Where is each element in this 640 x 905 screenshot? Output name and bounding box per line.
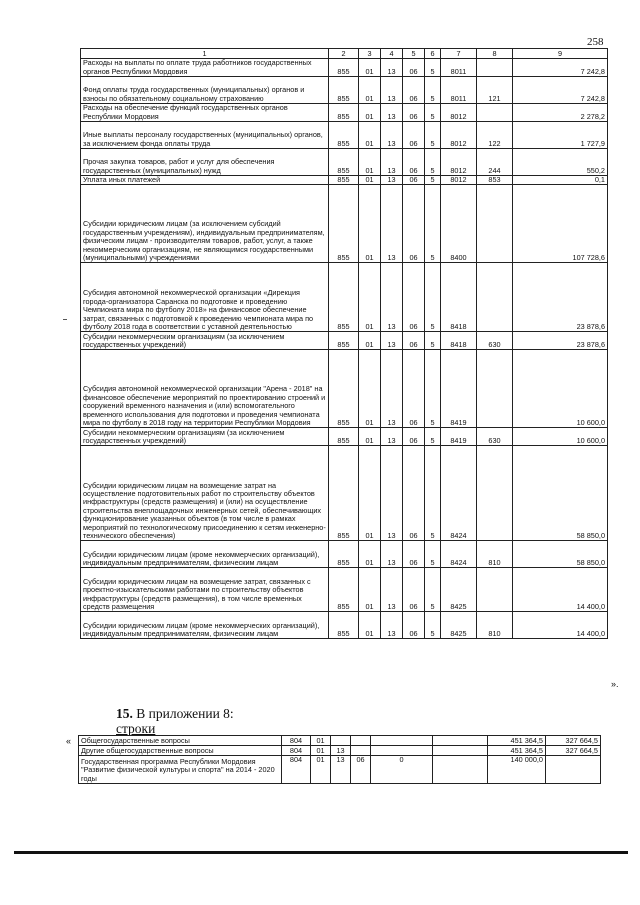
code-cell: 630 bbox=[477, 428, 513, 446]
code-cell: 5 bbox=[425, 185, 441, 263]
row-name-cell: Субсидии юридическим лицам (кроме некоммерческих организаций), индивидуальным предпринимателям, физическим лицам bbox=[81, 541, 329, 568]
code-cell: 8425 bbox=[441, 568, 477, 612]
code-cell: 06 bbox=[403, 612, 425, 639]
code-cell: 810 bbox=[477, 612, 513, 639]
code-cell: 01 bbox=[359, 59, 381, 77]
code-cell: 01 bbox=[359, 568, 381, 612]
code-cell: 8418 bbox=[441, 332, 477, 350]
code-cell: 01 bbox=[359, 332, 381, 350]
code-cell: 06 bbox=[403, 104, 425, 122]
row-name-cell: Субсидии некоммерческим организациям (за исключением государственных учреждений) bbox=[81, 428, 329, 446]
code-cell: 853 bbox=[477, 176, 513, 185]
row-name-cell: Субсидия автономной некоммерческой организации «Дирекция города-организатора Саранска по подготовке и проведению Чемпионата мира по футболу 2018» на финансовое обеспечение затрат, связанных с подготовкой к проведению чемпионата мира по футболу 2018 года в соответствии с уставной деятельностью bbox=[81, 263, 329, 332]
code-cell: 5 bbox=[425, 104, 441, 122]
amount-cell: 451 364,5 bbox=[488, 746, 546, 756]
code-cell bbox=[433, 746, 488, 756]
code-cell: 5 bbox=[425, 446, 441, 541]
page-number: 258 bbox=[587, 36, 604, 48]
code-cell: 855 bbox=[329, 568, 359, 612]
code-cell: 5 bbox=[425, 332, 441, 350]
table-row bbox=[81, 332, 608, 350]
section-number: 15. bbox=[116, 706, 133, 721]
code-cell: 06 bbox=[403, 122, 425, 149]
table-row bbox=[81, 446, 608, 541]
code-cell: 01 bbox=[359, 263, 381, 332]
row-name-cell: Субсидии юридическим лицам на возмещение затрат, связанных с проектно-изыскательскими работами по строительству объектов инфраструктуры (средств размещения), в том числе временных средств размещения bbox=[81, 568, 329, 612]
code-cell: 855 bbox=[329, 122, 359, 149]
code-cell bbox=[477, 568, 513, 612]
table-row bbox=[81, 176, 608, 185]
code-cell: 855 bbox=[329, 185, 359, 263]
column-header-3: 3 bbox=[359, 49, 381, 59]
margin-mark bbox=[63, 319, 67, 320]
amount-cell: 327 664,5 bbox=[546, 736, 601, 746]
column-header-6: 6 bbox=[425, 49, 441, 59]
table-row bbox=[81, 612, 608, 639]
code-cell: 5 bbox=[425, 428, 441, 446]
column-header-5: 5 bbox=[403, 49, 425, 59]
code-cell: 13 bbox=[381, 332, 403, 350]
budget-table bbox=[80, 48, 608, 639]
code-cell: 13 bbox=[381, 149, 403, 176]
code-cell: 8012 bbox=[441, 149, 477, 176]
appendix-8-table bbox=[78, 735, 601, 784]
column-header-2: 2 bbox=[329, 49, 359, 59]
amount-cell: 58 850,0 bbox=[513, 446, 608, 541]
code-cell: 855 bbox=[329, 612, 359, 639]
code-cell bbox=[477, 104, 513, 122]
code-cell bbox=[351, 746, 371, 756]
row-name-cell: Общегосударственные вопросы bbox=[79, 736, 282, 746]
amount-cell: 7 242,8 bbox=[513, 59, 608, 77]
code-cell: 855 bbox=[329, 59, 359, 77]
code-cell bbox=[371, 746, 433, 756]
column-header-4: 4 bbox=[381, 49, 403, 59]
code-cell: 5 bbox=[425, 568, 441, 612]
code-cell: 13 bbox=[331, 746, 351, 756]
row-name-cell: Субсидия автономной некоммерческой организации "Арена - 2018" на финансовое обеспечение мероприятий по проектированию строений и сооружений временного назначения и (или) вспомогательного временного использования для подготовки и проведения чемпионата мира по футболу в 2018 году на территории Республики Мордовия bbox=[81, 350, 329, 428]
code-cell: 121 bbox=[477, 77, 513, 104]
code-cell: 0 bbox=[371, 756, 433, 784]
code-cell: 01 bbox=[311, 756, 331, 784]
row-name-cell: Другие общегосударственные вопросы bbox=[79, 746, 282, 756]
code-cell: 855 bbox=[329, 446, 359, 541]
amount-cell: 550,2 bbox=[513, 149, 608, 176]
code-cell: 855 bbox=[329, 350, 359, 428]
code-cell: 01 bbox=[311, 746, 331, 756]
code-cell: 5 bbox=[425, 350, 441, 428]
amount-cell: 2 278,2 bbox=[513, 104, 608, 122]
code-cell: 06 bbox=[403, 185, 425, 263]
code-cell: 244 bbox=[477, 149, 513, 176]
amount-cell: 327 664,5 bbox=[546, 746, 601, 756]
code-cell: 01 bbox=[359, 149, 381, 176]
code-cell: 804 bbox=[282, 756, 311, 784]
amount-cell: 58 850,0 bbox=[513, 541, 608, 568]
closing-quote: ». bbox=[611, 679, 619, 689]
code-cell: 8011 bbox=[441, 77, 477, 104]
code-cell: 06 bbox=[351, 756, 371, 784]
code-cell: 06 bbox=[403, 59, 425, 77]
code-cell: 8424 bbox=[441, 541, 477, 568]
code-cell: 13 bbox=[381, 350, 403, 428]
table-row bbox=[81, 149, 608, 176]
code-cell: 8419 bbox=[441, 428, 477, 446]
section-subtitle: строки bbox=[116, 721, 156, 736]
code-cell bbox=[433, 736, 488, 746]
table-row bbox=[79, 736, 601, 746]
row-name-cell: Субсидии юридическим лицам (кроме некоммерческих организаций), индивидуальным предпринимателям, физическим лицам bbox=[81, 612, 329, 639]
table-row bbox=[79, 746, 601, 756]
amount-cell: 451 364,5 bbox=[488, 736, 546, 746]
code-cell: 01 bbox=[359, 185, 381, 263]
code-cell: 06 bbox=[403, 176, 425, 185]
row-name-cell: Расходы на обеспечение функций государственных органов Республики Мордовия bbox=[81, 104, 329, 122]
row-name-cell: Субсидии некоммерческим организациям (за исключением государственных учреждений) bbox=[81, 332, 329, 350]
code-cell: 13 bbox=[381, 176, 403, 185]
row-name-cell: Фонд оплаты труда государственных (муниципальных) органов и взносы по обязательному социальному страхованию bbox=[81, 77, 329, 104]
table-row bbox=[81, 568, 608, 612]
code-cell: 855 bbox=[329, 149, 359, 176]
code-cell: 122 bbox=[477, 122, 513, 149]
amount-cell: 140 000,0 bbox=[488, 756, 546, 784]
table-row bbox=[81, 350, 608, 428]
code-cell: 5 bbox=[425, 612, 441, 639]
table-row bbox=[81, 104, 608, 122]
code-cell: 855 bbox=[329, 541, 359, 568]
code-cell: 855 bbox=[329, 332, 359, 350]
code-cell: 01 bbox=[359, 350, 381, 428]
opening-quote: « bbox=[66, 736, 72, 746]
code-cell bbox=[477, 263, 513, 332]
table-row bbox=[81, 263, 608, 332]
code-cell: 630 bbox=[477, 332, 513, 350]
code-cell: 01 bbox=[359, 104, 381, 122]
code-cell: 06 bbox=[403, 149, 425, 176]
code-cell: 01 bbox=[359, 428, 381, 446]
column-header-8: 8 bbox=[477, 49, 513, 59]
row-name-cell: Расходы на выплаты по оплате труда работников государственных органов Республики Мордовия bbox=[81, 59, 329, 77]
row-name-cell: Прочая закупка товаров, работ и услуг для обеспечения государственных (муниципальных) нужд bbox=[81, 149, 329, 176]
amount-cell: 23 878,6 bbox=[513, 332, 608, 350]
row-name-cell: Субсидии юридическим лицам на возмещение затрат на осуществление подготовительных работ по строительству объектов инфраструктуры (средств размещения) и (или) на осуществление строительства внеплощадочных инженерных сетей, обеспечивающих функционирование указанных объектов (в том числе в рамках мероприятий по технологическому присоединению к сетям инженерно-технического обеспечения) bbox=[81, 446, 329, 541]
column-header-1: 1 bbox=[81, 49, 329, 59]
code-cell: 13 bbox=[381, 568, 403, 612]
code-cell: 06 bbox=[403, 446, 425, 541]
table-row bbox=[81, 428, 608, 446]
section-text: В приложении 8: bbox=[136, 706, 234, 721]
code-cell: 8012 bbox=[441, 104, 477, 122]
code-cell: 01 bbox=[359, 77, 381, 104]
code-cell: 13 bbox=[381, 541, 403, 568]
row-name-cell: Субсидии юридическим лицам (за исключением субсидий государственным учреждениям), индивидуальным предпринимателям, физическим лицам - производителям товаров, работ, услуг, а также некоммерческим организациям, не являющимся государственными (муниципальными) учреждениями bbox=[81, 185, 329, 263]
row-name-cell: Уплата иных платежей bbox=[81, 176, 329, 185]
amount-cell: 10 600,0 bbox=[513, 428, 608, 446]
amount-cell: 23 878,6 bbox=[513, 263, 608, 332]
amount-cell: 1 727,9 bbox=[513, 122, 608, 149]
amount-cell: 0,1 bbox=[513, 176, 608, 185]
table-row bbox=[81, 59, 608, 77]
code-cell bbox=[351, 736, 371, 746]
code-cell: 855 bbox=[329, 104, 359, 122]
code-cell: 5 bbox=[425, 541, 441, 568]
amount-cell bbox=[546, 756, 601, 784]
code-cell: 5 bbox=[425, 176, 441, 185]
section-heading bbox=[116, 706, 234, 721]
code-cell: 804 bbox=[282, 746, 311, 756]
code-cell: 01 bbox=[359, 541, 381, 568]
code-cell: 5 bbox=[425, 149, 441, 176]
code-cell: 810 bbox=[477, 541, 513, 568]
code-cell: 8425 bbox=[441, 612, 477, 639]
code-cell: 5 bbox=[425, 263, 441, 332]
column-header-7: 7 bbox=[441, 49, 477, 59]
column-header-9: 9 bbox=[513, 49, 608, 59]
code-cell bbox=[477, 185, 513, 263]
code-cell: 8012 bbox=[441, 122, 477, 149]
code-cell: 13 bbox=[381, 185, 403, 263]
table-row bbox=[81, 122, 608, 149]
code-cell: 855 bbox=[329, 77, 359, 104]
code-cell: 8424 bbox=[441, 446, 477, 541]
code-cell: 5 bbox=[425, 122, 441, 149]
row-name-cell: Государственная программа Республики Мордовия "Развитие физической культуры и спорта" на 2014 - 2020 годы bbox=[79, 756, 282, 784]
code-cell: 01 bbox=[359, 612, 381, 639]
code-cell: 06 bbox=[403, 332, 425, 350]
code-cell: 8418 bbox=[441, 263, 477, 332]
amount-cell: 107 728,6 bbox=[513, 185, 608, 263]
code-cell: 13 bbox=[381, 122, 403, 149]
code-cell: 5 bbox=[425, 77, 441, 104]
code-cell: 5 bbox=[425, 59, 441, 77]
code-cell: 13 bbox=[381, 263, 403, 332]
amount-cell: 10 600,0 bbox=[513, 350, 608, 428]
code-cell: 8419 bbox=[441, 350, 477, 428]
table-row bbox=[81, 77, 608, 104]
code-cell: 855 bbox=[329, 263, 359, 332]
code-cell: 01 bbox=[311, 736, 331, 746]
table-header-row bbox=[81, 49, 608, 59]
amount-cell: 14 400,0 bbox=[513, 568, 608, 612]
code-cell: 01 bbox=[359, 446, 381, 541]
code-cell: 13 bbox=[381, 612, 403, 639]
code-cell bbox=[371, 736, 433, 746]
code-cell: 06 bbox=[403, 350, 425, 428]
code-cell: 13 bbox=[381, 428, 403, 446]
code-cell: 8012 bbox=[441, 176, 477, 185]
row-name-cell: Иные выплаты персоналу государственных (муниципальных) органов, за исключением фонда оплаты труда bbox=[81, 122, 329, 149]
code-cell: 01 bbox=[359, 122, 381, 149]
amount-cell: 7 242,8 bbox=[513, 77, 608, 104]
code-cell: 13 bbox=[331, 756, 351, 784]
code-cell: 13 bbox=[381, 104, 403, 122]
table-row bbox=[81, 185, 608, 263]
code-cell bbox=[433, 756, 488, 784]
table-row bbox=[81, 541, 608, 568]
code-cell: 855 bbox=[329, 176, 359, 185]
code-cell: 855 bbox=[329, 428, 359, 446]
code-cell: 8011 bbox=[441, 59, 477, 77]
code-cell: 06 bbox=[403, 428, 425, 446]
code-cell: 01 bbox=[359, 176, 381, 185]
code-cell: 06 bbox=[403, 541, 425, 568]
code-cell: 8400 bbox=[441, 185, 477, 263]
code-cell bbox=[477, 446, 513, 541]
code-cell: 804 bbox=[282, 736, 311, 746]
page-bottom-rule bbox=[14, 851, 628, 854]
code-cell bbox=[477, 350, 513, 428]
code-cell bbox=[477, 59, 513, 77]
code-cell: 13 bbox=[381, 446, 403, 541]
amount-cell: 14 400,0 bbox=[513, 612, 608, 639]
code-cell: 13 bbox=[381, 77, 403, 104]
code-cell: 13 bbox=[381, 59, 403, 77]
code-cell: 06 bbox=[403, 77, 425, 104]
code-cell: 06 bbox=[403, 263, 425, 332]
table-row bbox=[79, 756, 601, 784]
code-cell bbox=[331, 736, 351, 746]
code-cell: 06 bbox=[403, 568, 425, 612]
